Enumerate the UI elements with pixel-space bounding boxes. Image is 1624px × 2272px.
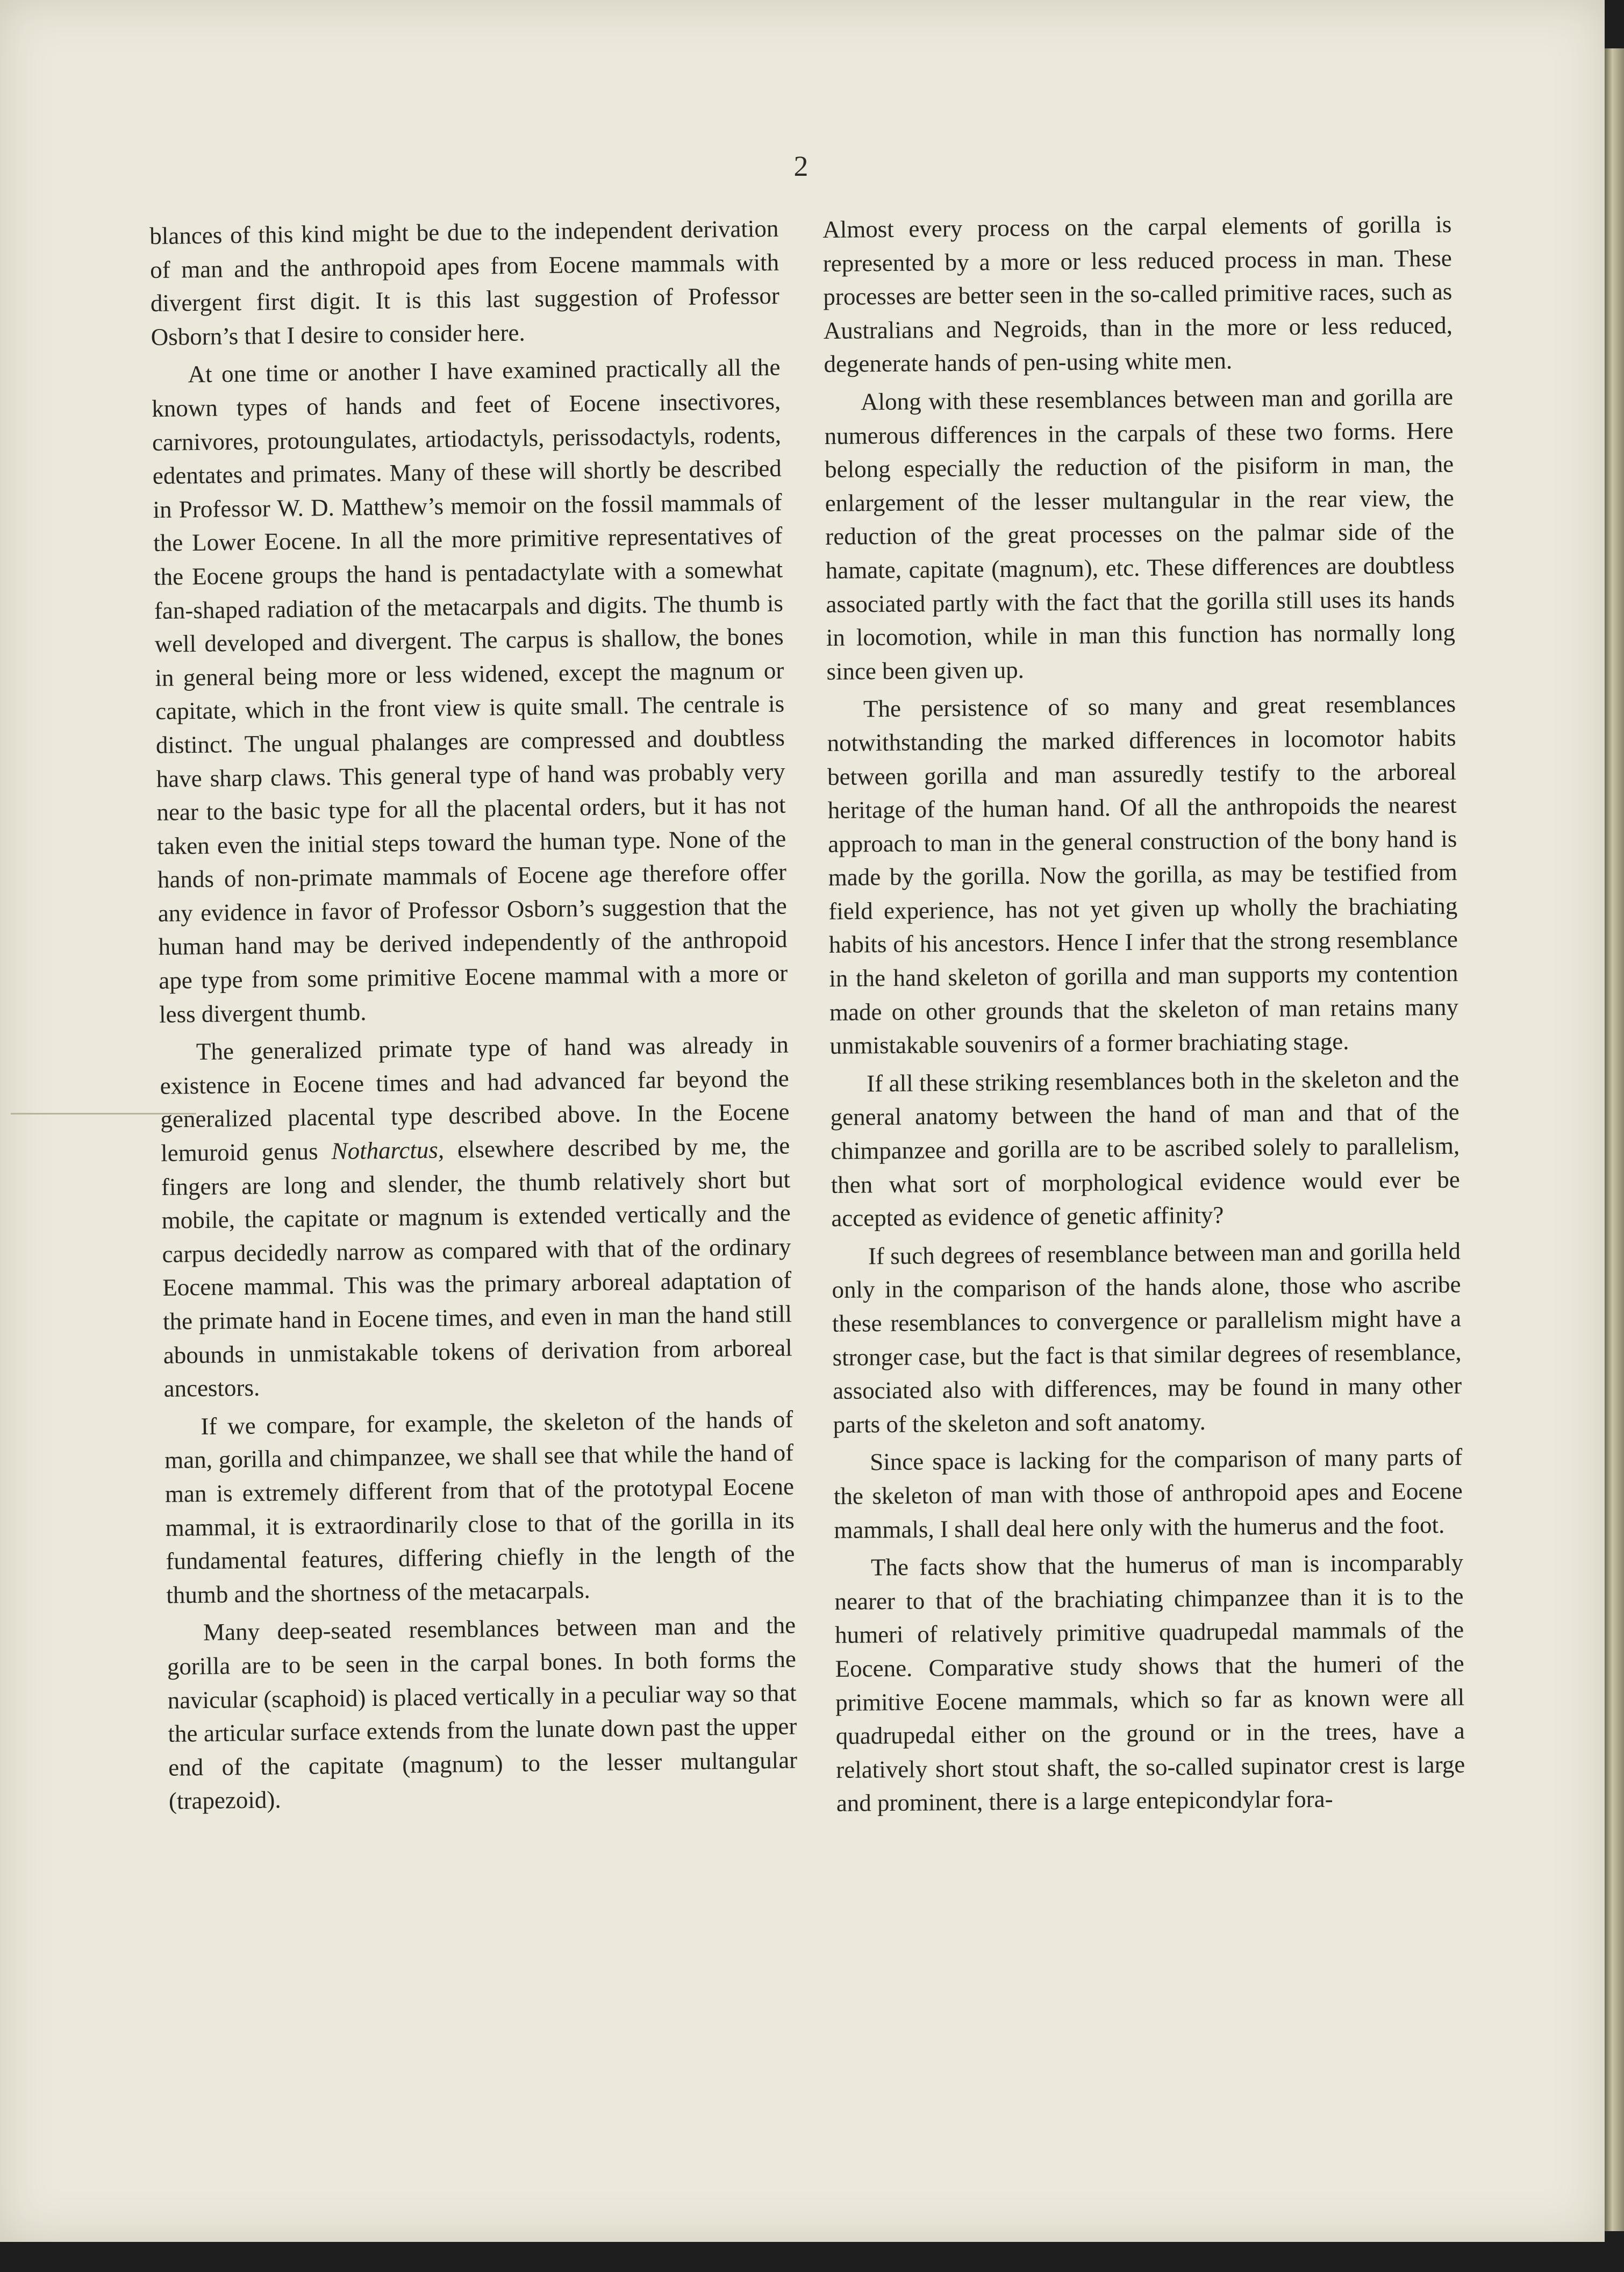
- paragraph: At one time or another I have examined practically all the known types of hands and feet of Eocene insectivores, carnivores, protoungulates, artiodactyls, perissodactyls, rodents, edentates and primates. Many of these will shortly be described in Professor W. D. Matthew’s memoir on the fossil mammals of the Lower Eocene. In all the more primitive representatives of the Eocene groups the hand is pentadactylate with a somewhat fan-shaped radiation of the metacarpals and digits. The thumb is well developed and divergent. The carpus is shallow, the bones in general being more or less widened, except the magnum or capitate, which in the front view is quite small. The centrale is distinct. The ungual phalanges are compressed and doubtless have sharp claws. This general type of hand was probably very near to the basic type for all the placental orders, but it has not taken even the initial steps toward the human type. None of the hands of non-primate mammals of Eocene age therefore offer any evidence in favor of Professor Osborn’s suggestion that the human hand may be derived independently of the anthropoid ape type from some primitive Eocene mammal with a more or less divergent thumb.: [151, 354, 788, 1028]
- paragraph: The persistence of so many and great resemblances notwithstanding the marked differences in locomotor habits between gorilla and man assuredly testify to the arboreal heritage of the human hand. Of all the anthropoids the nearest approach to man in the general construction of the bony hand is made by the gorilla. Now the gorilla, as may be testified from field experience, has not yet given up wholly the brachiating habits of his ancestors. Hence I infer that the strong resemblance in the hand skeleton of gorilla and man supports my contention made on other grounds that the skeleton of man retains many unmistakable souvenirs of a former brachiating stage.: [827, 690, 1459, 1060]
- paragraph-text: elsewhere described by me, the fingers are long and slender, the thumb relatively short but mobile, the capitate or magnum is extended vertically and the carpus decidedly narrow as compared with that of the ordinary Eocene mammal. This was the primary arboreal adaptation of the primate hand in Eocene times, and even in man the hand still abounds in unmistakable tokens of derivation from arboreal ancestors.: [161, 1132, 793, 1403]
- paragraph: Along with these resemblances between man and gorilla are numerous differences in the carpals of these two forms. Here belong especially the reduction of the pisiform in man, the enlargement of the lesser multangular in the rear view, the reduction of the great processes on the palmar side of the hamate, capitate (magnum), etc. These differences are doubtless associated partly with the fact that the gorilla still uses its hands in locomotion, while in man this function has normally long since been given up.: [824, 383, 1456, 685]
- paragraph: If we compare, for example, the skeleton of the hands of man, gorilla and chimpanzee, we shall see that while the hand of man is extremely different from that of the prototypal Eocene mammal, it is extraordinarily close to that of the gorilla in its fundamental features, differing chiefly in the length of the thumb and the shortness of the metacarpals.: [164, 1405, 795, 1609]
- paragraph: If such degrees of resemblance between man and gorilla held only in the comparison of the hands alone, those who ascribe these resemblances to convergence or parallelism might have a stronger case, but the fact is that similar degrees of resemblance, associated also with differences, may be found in many other parts of the skeleton and soft anatomy.: [832, 1237, 1462, 1438]
- adjacent-page-edge: [1605, 48, 1624, 2231]
- genus-name: Notharctus,: [331, 1136, 445, 1165]
- paragraph: blances of this kind might be due to the independent derivation of man and the anthropoid apes from Eocene mammals with divergent first digit. It is this last suggestion of Professor Osborn’s that I desire to consider here.: [149, 215, 780, 351]
- right-text-column: [822, 208, 1468, 2062]
- paragraph: Many deep-seated resemblances between man and the gorilla are to be seen in the carpal bones. In both forms the navicular (scaphoid) is placed vertically in a peculiar way so that the articular surface extends from the lunate down past the upper end of the capitate (magnum) to the lesser multangular (trapezoid).: [167, 1611, 798, 1815]
- paragraph: The facts show that the humerus of man is incomparably nearer to that of the brachiating chimpanzee than it is to the humeri of relatively primitive quadrupedal mammals of the Eocene. Comparative study shows that the humeri of the primitive Eocene mammals, which so far as known were all quadrupedal either on the ground or in the trees, have a relatively short stout shaft, the so-called supinator crest is large and prominent, there is a large entepicondylar fora-: [834, 1548, 1465, 1817]
- page-number: 2: [793, 150, 809, 182]
- paragraph-text: The generalized primate type of hand was already in existence in Eocene times and had advanced far beyond the generalized placental type described above. In the Eocene lemuroid genus: [160, 1031, 790, 1167]
- paragraph: Since space is lacking for the comparison of many parts of the skeleton of man with those of anthropoid apes and Eocene mammals, I shall deal here only with the humerus and the foot.: [833, 1444, 1463, 1544]
- paragraph: Almost every process on the carpal elements of gorilla is represented by a more or less reduced process in man. These processes are better seen in the so-called primitive races, such as Australians and Negroids, than in the more or less reduced, degenerate hands of pen-using white men.: [822, 210, 1453, 378]
- left-text-column: [149, 212, 801, 2069]
- paragraph: [160, 1028, 793, 1406]
- paragraph: If all these striking resemblances both in the skeleton and the general anatomy between the hand of man and that of the chimpanzee and gorilla are to be ascribed solely to parallelism, then what sort of morphological evidence would ever be accepted as evidence of genetic affinity?: [830, 1064, 1460, 1232]
